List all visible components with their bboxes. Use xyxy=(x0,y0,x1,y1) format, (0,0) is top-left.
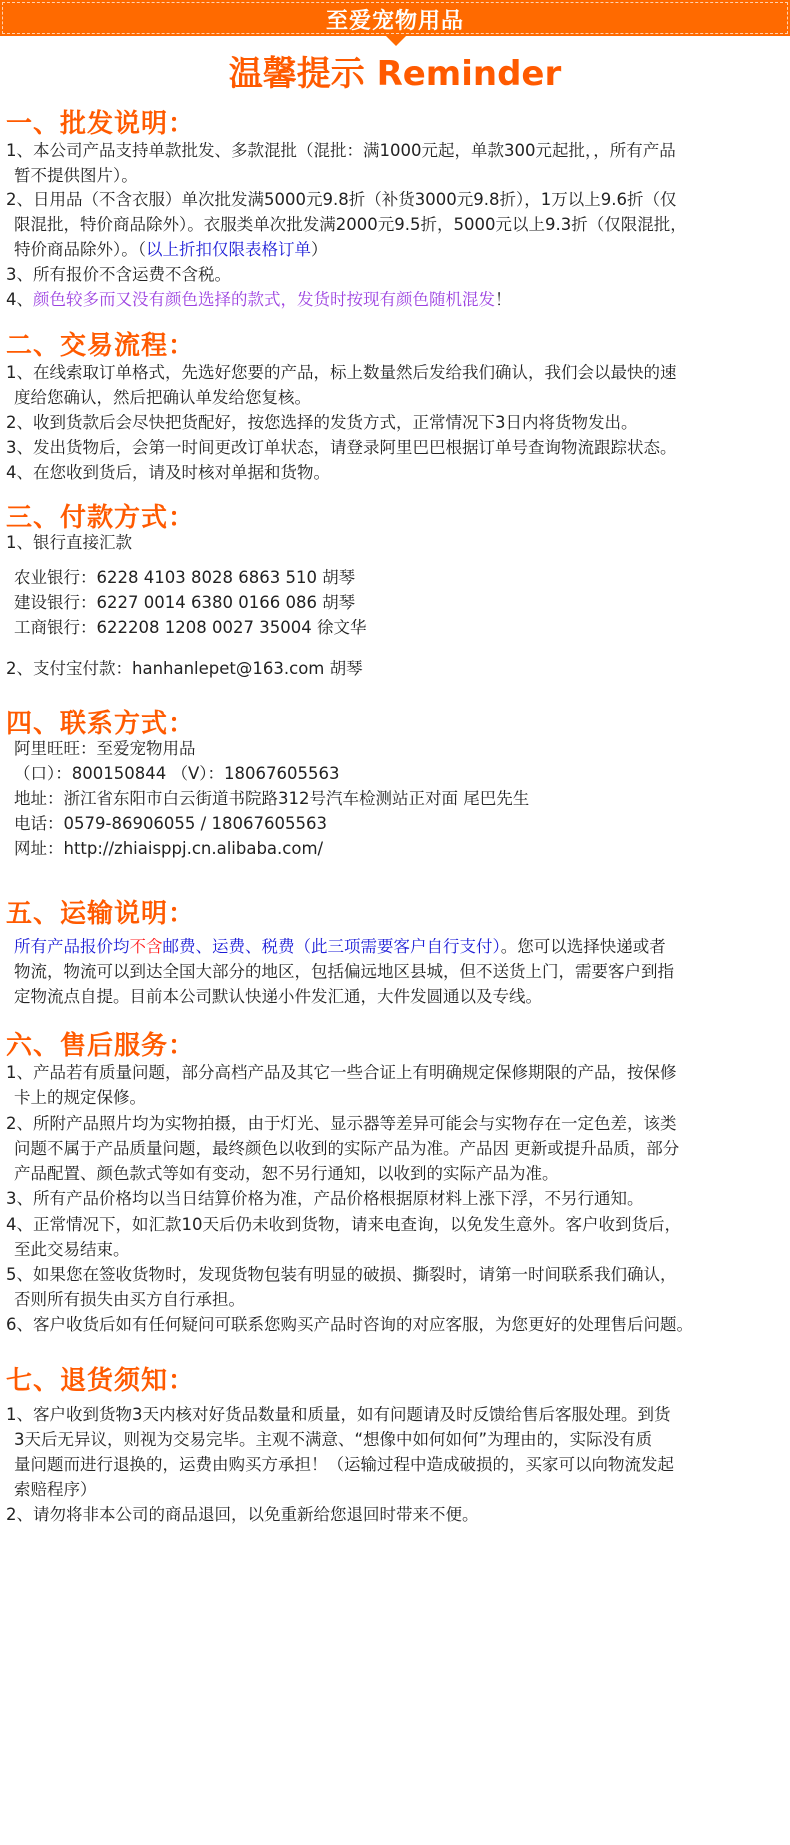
wholesale-line: 暂不提供图片）。 xyxy=(14,166,138,185)
after-sales-line: 否则所有损失由买方自行承担。 xyxy=(14,1290,245,1309)
bank-account: 建设银行：6227 0014 6380 0166 086 胡琴 xyxy=(14,593,356,612)
section-title-contact: 四、联系方式： xyxy=(6,709,196,739)
contact-line: 地址：浙江省东阳市白云街道书院路312号汽车检测站正对面 尾巴先生 xyxy=(14,789,530,808)
contact-line: （口）：800150844 （V）：18067605563 xyxy=(14,764,340,783)
returns-line: 3天后无异议，则视为交易完毕。主观不满意、“想像中如何如何”为理由的，实际没有质 xyxy=(14,1430,653,1449)
payment-line: 2、支付宝付款：hanhanlepet@163.com 胡琴 xyxy=(6,659,363,678)
contact-line: 网址：http://zhiaisppj.cn.alibaba.com/ xyxy=(14,839,324,858)
section-title-wholesale: 一、批发说明： xyxy=(6,109,196,139)
shipping-line: 物流，物流可以到达全国大部分的地区，包括偏远地区县城，但不送货上门，需要客户到指 xyxy=(14,962,674,981)
header-arrow xyxy=(386,36,406,46)
wholesale-line: 2、日用品（不含衣服）单次批发满5000元9.8折（补货3000元9.8折），1万以上9.6折（仅 xyxy=(6,190,677,209)
after-sales-line: 至此交易结束。 xyxy=(14,1240,130,1259)
contact-line: 电话：0579-86906055 / 18067605563 xyxy=(14,814,327,833)
section-title-payment: 三、付款方式： xyxy=(6,503,196,533)
shipping-line xyxy=(14,934,790,960)
text-segment: 特价商品除外）。（ xyxy=(14,240,146,259)
wholesale-line: 1、本公司产品支持单款批发、多款混批（混批：满1000元起，单款300元起批，，所有产品 xyxy=(6,141,676,160)
text-segment: 4、 xyxy=(6,290,33,309)
section-title-process: 二、交易流程： xyxy=(6,331,196,361)
highlight-blue: 邮费、运费、税费（此三项需要客户自行支付） xyxy=(162,937,501,956)
shipping-line: 定物流点自提。目前本公司默认快递小件发汇通，大件发圆通以及专线。 xyxy=(14,987,542,1006)
returns-line: 索赔程序） xyxy=(14,1480,97,1499)
after-sales-line: 4、正常情况下，如汇款10天后仍未收到货物，请来电查询，以免发生意外。客户收到货后， xyxy=(6,1215,681,1234)
wholesale-line: 3、所有报价不含运费不含税。 xyxy=(6,265,231,284)
after-sales-line: 问题不属于产品质量问题，最终颜色以收到的实际产品为准。产品因 更新或提升品质，部分 xyxy=(14,1139,680,1158)
after-sales-line: 6、客户收货后如有任何疑问可联系您购买产品时咨询的对应客服，为您更好的处理售后问题。 xyxy=(6,1315,693,1334)
process-line: 4、在您收到货后，请及时核对单据和货物。 xyxy=(6,463,330,482)
process-line: 度给您确认，然后把确认单发给您复核。 xyxy=(14,388,311,407)
highlight-blue: 以上折扣仅限表格订单 xyxy=(146,240,311,259)
returns-line: 1、客户收到货物3天内核对好货品数量和质量，如有问题请及时反馈给售后客服处理。到货 xyxy=(6,1405,671,1424)
contact-line: 阿里旺旺：至爱宠物用品 xyxy=(14,739,196,758)
section-title-after-sales: 六、售后服务： xyxy=(6,1031,196,1061)
highlight-blue: 所有产品报价均 xyxy=(14,937,130,956)
process-line: 1、在线索取订单格式，先选好您要的产品，标上数量然后发给我们确认，我们会以最快的速 xyxy=(6,363,677,382)
after-sales-line: 5、如果您在签收货物时，发现货物包装有明显的破损、撕裂时，请第一时间联系我们确认， xyxy=(6,1265,677,1284)
wholesale-line: 限混批，特价商品除外）。衣服类单次批发满2000元9.5折，5000元以上9.3折（仅限混批， xyxy=(14,215,687,234)
after-sales-line: 产品配置、颜色款式等如有变动，恕不另行通知，以收到的实际产品为准。 xyxy=(14,1164,559,1183)
text-segment: 。您可以选择快递或者 xyxy=(500,937,666,956)
reminder-en: Reminder xyxy=(376,54,562,94)
highlight-purple: 颜色较多而又没有颜色选择的款式，发货时按现有颜色随机混发 xyxy=(33,290,495,309)
process-line: 2、收到货款后会尽快把货配好，按您选择的发货方式，正常情况下3日内将货物发出。 xyxy=(6,413,638,432)
bank-account: 工商银行：622208 1208 0027 35004 徐文华 xyxy=(14,618,367,637)
shop-title: 至爱宠物用品 xyxy=(325,9,464,34)
returns-line: 2、请勿将非本公司的商品退回，以免重新给您退回时带来不便。 xyxy=(6,1505,479,1524)
reminder-heading xyxy=(0,46,790,95)
wholesale-line xyxy=(14,237,790,263)
bank-account: 农业银行：6228 4103 8028 6863 510 胡琴 xyxy=(14,568,356,587)
header-banner xyxy=(0,0,790,36)
process-line: 3、发出货物后，会第一时间更改订单状态，请登录阿里巴巴根据订单号查询物流跟踪状态。 xyxy=(6,438,677,457)
text-segment: ） xyxy=(311,240,328,259)
returns-line: 量问题而进行退换的，运费由购买方承担！（运输过程中造成破损的，买家可以向物流发起 xyxy=(14,1455,674,1474)
after-sales-line: 卡上的规定保修。 xyxy=(14,1088,146,1107)
section-title-returns: 七、退货须知： xyxy=(6,1366,196,1396)
after-sales-line: 3、所有产品价格均以当日结算价格为准，产品价格根据原材料上涨下浮，不另行通知。 xyxy=(6,1189,644,1208)
section-title-shipping: 五、运输说明： xyxy=(6,899,196,929)
highlight-red: 不含 xyxy=(129,937,163,956)
after-sales-line: 2、所附产品照片均为实物拍摄，由于灯光、显示器等差异可能会与实物存在一定色差，该类 xyxy=(6,1114,677,1133)
after-sales-line: 1、产品若有质量问题，部分高档产品及其它一些合证上有明确规定保修期限的产品，按保修 xyxy=(6,1063,677,1082)
wholesale-line xyxy=(6,287,786,313)
payment-line: 1、银行直接汇款 xyxy=(6,533,132,552)
reminder-cn: 温馨提示 xyxy=(228,54,365,94)
text-segment: ！ xyxy=(495,290,512,309)
